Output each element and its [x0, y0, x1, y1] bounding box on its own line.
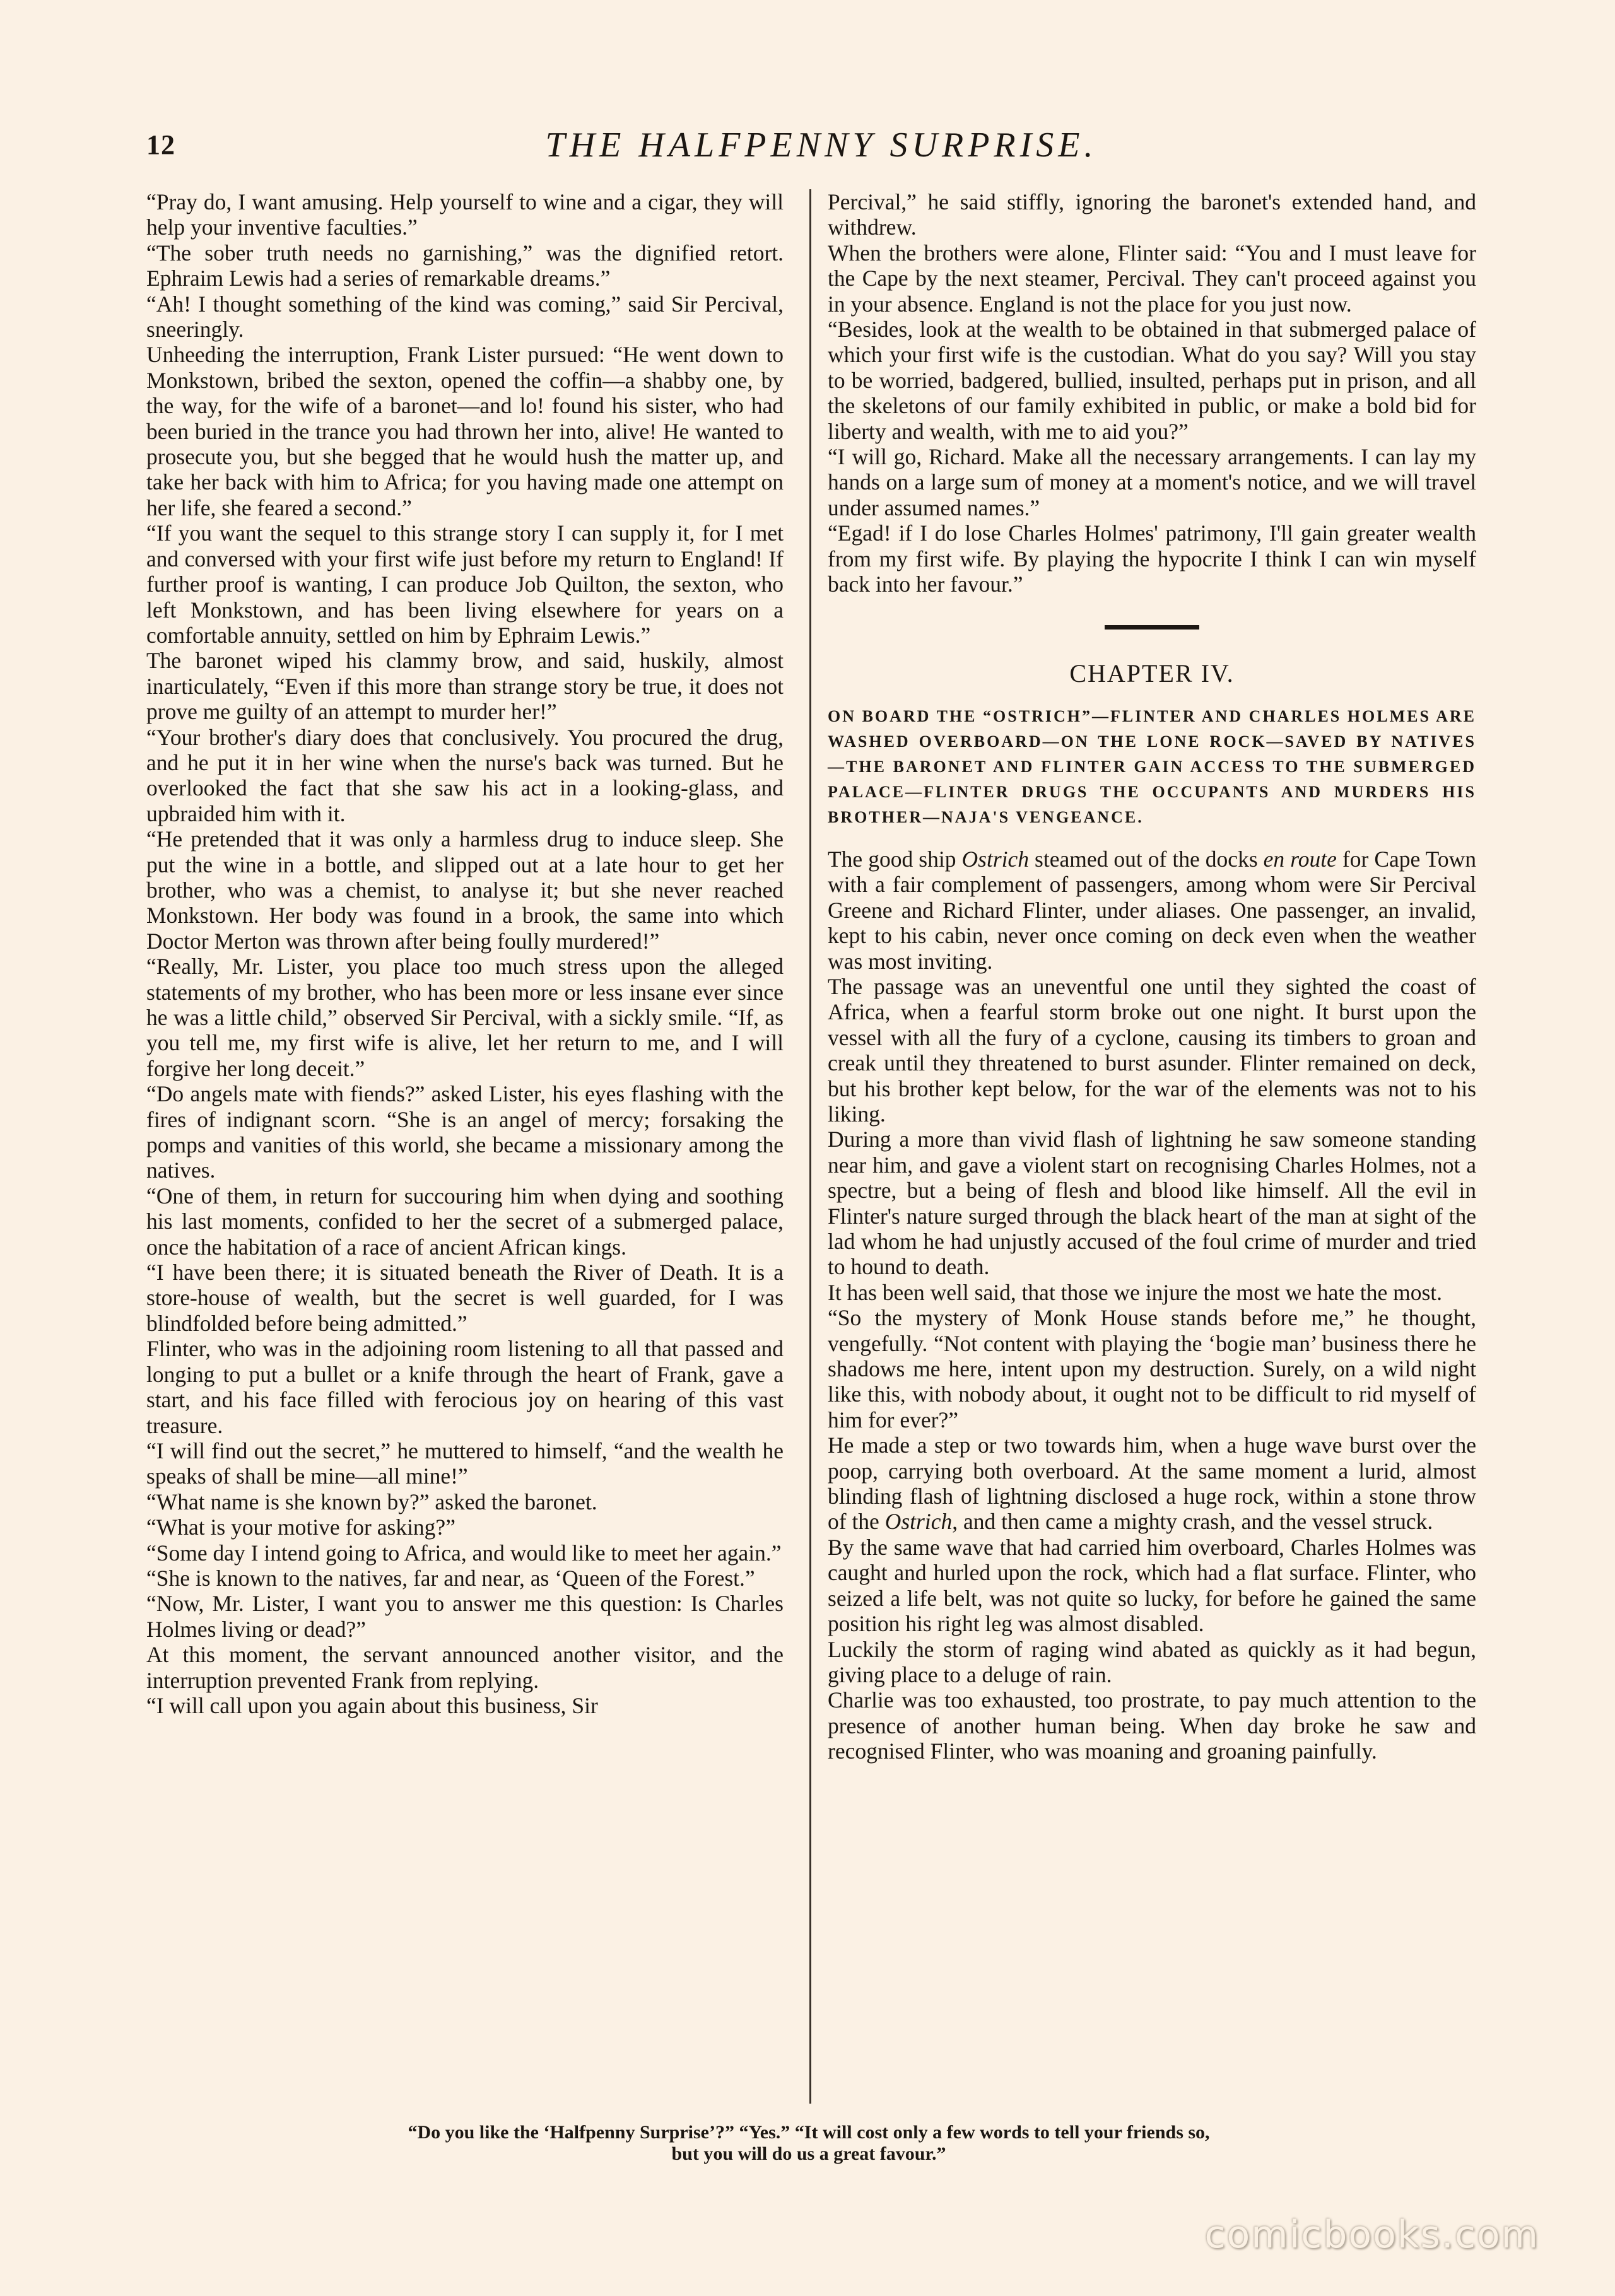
paragraph: Unheeding the interruption, Frank Lister pursued: “He went down to Monkstown, bribed the sexton, opened the coffin—a shabby one, by the way, for the wife of a baronet—and lo! found his sister, who had been buried in the trance you had thrown her into, alive! He wanted to prosecute you, but she begged that he would hush the matter up, and take her back with him to Africa; for you having made one attempt on her life, she feared a second.” — [146, 342, 784, 520]
text-run: good ship — [862, 846, 962, 872]
paragraph: It has been well said, that those we injure the most we hate the most. — [828, 1279, 1443, 1305]
watermark: comicbooks.com — [1204, 2213, 1539, 2257]
ship-name: Ostrich — [884, 1509, 953, 1535]
paragraph: “I will find out the secret,” he muttered to himself, “and the wealth he speaks of shall be mine—all mine!” — [146, 1438, 784, 1489]
paragraph: “Egad! if I do lose Charles Holmes' patrimony, I'll gain greater wealth from my first wife. By playing the hypocrite I think I can win myself back into her favour.” — [828, 520, 1476, 597]
ship-name: Ostrich — [961, 846, 1029, 872]
page-number: 12 — [146, 129, 175, 160]
opening-word: The — [828, 846, 863, 872]
paragraph: “The sober truth needs no garnishing,” was the dignified retort. Ephraim Lewis had a series of remarkable dreams.” — [146, 240, 784, 291]
text-run: He made a step or two towards him, when a huge wave burst over the poop, carrying both overboard. At the same moment a lurid, almost blinding flash of lightning disclosed a huge rock, within a stone throw of the — [828, 1432, 1476, 1535]
paragraph: “So the mystery of Monk House stands before me,” he thought, vengefully. “Not content with playing the ‘bogie man’ business there he shadows me here, intent upon my destruction. Surely, on a wild night like this, with nobody about, it ought not to be difficult to rid myself of him for ever?” — [828, 1305, 1476, 1432]
paragraph — [828, 1432, 1476, 1535]
left-column — [146, 189, 784, 1718]
page-header — [146, 125, 1496, 169]
paragraph: “Now, Mr. Lister, I want you to answer me this question: Is Charles Holmes living or dead?” — [146, 1591, 784, 1642]
paragraph: Luckily the storm of raging wind abated as quickly as it had begun, giving place to a deluge of rain. — [828, 1636, 1476, 1687]
running-title: THE HALFPENNY SURPRISE. — [545, 126, 1098, 165]
paragraph: By the same wave that had carried him overboard, Charles Holmes was caught and hurled upon the rock, which had a flat surface. Flinter, who seized a life belt, was not quite so lucky, for before he gained the same position his right leg was almost disabled. — [828, 1534, 1476, 1637]
chapter-synopsis: ON BOARD THE “OSTRICH”—FLINTER AND CHARLES HOLMES ARE WASHED OVERBOARD—ON THE LONE ROCK—SAVED BY NATIVES—THE BARONET AND FLINTER GAIN ACCESS TO THE SUBMERGED PALACE—FLINTER DRUGS THE OCCUPANTS AND MURDERS HIS BROTHER—NAJA'S VENGEANCE. — [828, 706, 1476, 826]
footer-line: “Do you like the ‘Halfpenny Surprise’?” “Yes.” “It will cost only a few words to tell your friends so, — [408, 2122, 1210, 2143]
paragraph: “Ah! I thought something of the kind was coming,” said Sir Percival, sneeringly. — [146, 291, 784, 343]
paragraph: “Some day I intend going to Africa, and would like to meet her again.” — [146, 1540, 782, 1566]
paragraph: “What name is she known by?” asked the baronet. — [146, 1489, 597, 1514]
paragraph: The baronet wiped his clammy brow, and said, huskily, almost inarticulately, “Even if this more than strange story be true, it does not prove me guilty of an attempt to murder her!” — [146, 648, 784, 725]
chapter-opening-paragraph — [828, 846, 1476, 974]
paragraph: The passage was an uneventful one until they sighted the coast of Africa, when a fearful storm broke out one night. It burst upon the vessel with all the fury of a cyclone, causing its timbers to groan and creak until they threatened to burst asunder. Flinter remained on deck, but his brother kept below, for the war of the elements was not to his liking. — [828, 973, 1476, 1127]
column-divider — [809, 189, 811, 2104]
italic-phrase: en route — [1263, 846, 1337, 872]
paragraph: Charlie was too exhausted, too prostrate, to pay much attention to the presence of another human being. When day broke he saw and recognised Flinter, who was moaning and groaning painfully. — [828, 1687, 1476, 1764]
text-run: , and then came a mighty crash, and the vessel struck. — [952, 1509, 1433, 1535]
paragraph: “I will call upon you again about this business, Sir — [146, 1692, 598, 1718]
paragraph: “Your brother's diary does that conclusively. You procured the drug, and he put it in her wine when the nurse's back was turned. But he overlooked the fact that she saw his act in a looking-glass, and upbraided him with it. — [146, 724, 784, 826]
paragraph: “If you want the sequel to this strange story I can supply it, for I met and conversed with your first wife just before my return to England! If further proof is wanting, I can produce Job Quilton, the sexton, who left Monkstown, and has been living elsewhere for years on a comfortable annuity, settled on him by Ephraim Lewis.” — [146, 520, 784, 648]
right-column — [828, 189, 1476, 1764]
paragraph: When the brothers were alone, Flinter said: “You and I must leave for the Cape by the next steamer, Percival. They can't proceed against you in your absence. England is not the place for you just now. — [828, 240, 1476, 317]
section-rule — [1105, 625, 1199, 630]
paragraph: “One of them, in return for succouring him when dying and soothing his last moments, confided to her the secret of a submerged palace, once the habitation of a race of ancient African kings. — [146, 1183, 784, 1260]
paragraph: During a more than vivid flash of lightning he saw someone standing near him, and gave a violent start on recognising Charles Holmes, not a spectre, but a being of flesh and blood like himself. All the evil in Flinter's nature surged through the black heart of the man at sight of the lad whom he had unjustly accused of the foul crime of murder and tried to hound to death. — [828, 1127, 1476, 1280]
paragraph: At this moment, the servant announced another visitor, and the interruption prevented Frank from replying. — [146, 1642, 784, 1693]
paragraph: “He pretended that it was only a harmless drug to induce sleep. She put the wine in a bottle, and slipped out at a late hour to get her brother, who was a chemist, to analyse it; but she never reached Monkstown. Her body was found in a brook, the same into which Doctor Merton was thrown after being foully murdered!” — [146, 826, 784, 954]
paragraph: Percival,” he said stiffly, ignoring the baronet's extended hand, and withdrew. — [828, 189, 1476, 240]
paragraph: “What is your motive for asking?” — [146, 1514, 455, 1540]
paragraph: “Pray do, I want amusing. Help yourself to wine and a cigar, they will help your inventive faculties.” — [146, 189, 784, 240]
paragraph: “I will go, Richard. Make all the necessary arrangements. I can lay my hands on a large sum of money at a moment's notice, and we will travel under assumed names.” — [828, 444, 1476, 520]
footer-line: but you will do us a great favour.” — [671, 2143, 946, 2164]
text-run: for Cape Town with a fair complement of passengers, among whom were Sir Percival Greene and Richard Flinter, under aliases. One passenger, an invalid, kept to his cabin, never once coming on deck even when the weather was most inviting. — [828, 846, 1476, 974]
footer-promo — [146, 2122, 1471, 2165]
paragraph: “Really, Mr. Lister, you place too much stress upon the alleged statements of my brother, who has been more or less insane ever since he was a little child,” observed Sir Percival, with a sickly smile. “If, as you tell me, my first wife is alive, let her return to me, and I will forgive her long deceit.” — [146, 954, 784, 1081]
paragraph: “She is known to the natives, far and near, as ‘Queen of the Forest.” — [146, 1565, 755, 1591]
paragraph: “Do angels mate with fiends?” asked Lister, his eyes flashing with the fires of indignant scorn. “She is an angel of mercy; forsaking the pomps and vanities of this world, she became a missionary among the natives. — [146, 1081, 784, 1183]
chapter-title: CHAPTER IV. — [1069, 659, 1235, 688]
paragraph: “I have been there; it is situated beneath the River of Death. It is a store-house of wealth, but the secret is well guarded, for I was blindfolded before being admitted.” — [146, 1260, 784, 1336]
text-run: steamed out of the docks — [1029, 846, 1264, 872]
paragraph: “Besides, look at the wealth to be obtained in that submerged palace of which your first wife is the custodian. What do you say? Will you stay to be worried, badgered, bullied, insulted, perhaps put in prison, and all the skeletons of our family exhibited in public, or make a bold bid for liberty and wealth, with me to aid you?” — [828, 317, 1476, 444]
paragraph: Flinter, who was in the adjoining room listening to all that passed and longing to put a bullet or a knife through the heart of Frank, gave a start, and his face filled with ferocious joy on hearing of this vast treasure. — [146, 1336, 784, 1438]
